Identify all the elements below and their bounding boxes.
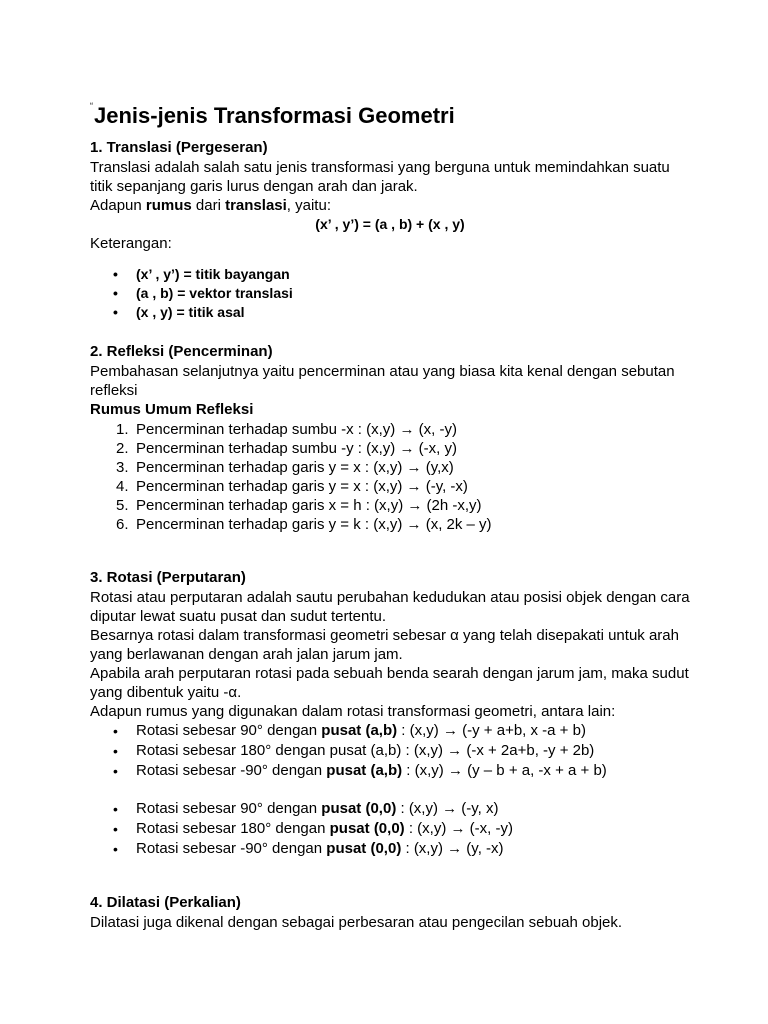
rot-post: : (x,y) → (-y + a+b, x -a + b) (397, 722, 586, 739)
list-item (110, 741, 690, 761)
list-number: 2. (116, 440, 129, 457)
rot-post: : (x,y) → (-y, x) (396, 800, 499, 817)
list-text: Pencerminan terhadap sumbu -y : (x,y) → (-x, y) (136, 440, 457, 457)
list-number: 4. (116, 478, 129, 495)
heading-rotasi: 3. Rotasi (Perputaran) (90, 569, 246, 586)
heading-dilatasi: 4. Dilatasi (Perkalian) (90, 894, 241, 911)
list-number: 6. (116, 516, 129, 533)
list-text: Pencerminan terhadap garis y = x : (x,y) → (-y, -x) (136, 478, 468, 495)
rotasi-paragraph-4: Adapun rumus yang digunakan dalam rotasi transformasi geometri, antara lain: (90, 703, 616, 720)
list-text: Pencerminan terhadap garis x = h : (x,y) → (2h -x,y) (136, 497, 482, 514)
rot-pre: Rotasi sebesar 90° dengan (136, 722, 322, 739)
keterangan-list (90, 265, 690, 322)
translasi-p2-d: translasi (225, 197, 287, 214)
translasi-p2-a: Adapun (90, 197, 146, 214)
heading-translasi: 1. Translasi (Pergeseran) (90, 139, 268, 156)
title-quote-mark: “ (90, 101, 93, 111)
rot-post: : (x,y) → (-x, -y) (404, 820, 513, 837)
list-item (110, 439, 690, 458)
spacer (90, 781, 690, 799)
refleksi-list (90, 420, 690, 534)
rotasi-list-ab (90, 721, 690, 781)
list-item: • (x , y) = titik asal (110, 303, 690, 322)
list-item (110, 819, 690, 839)
list-number: 5. (116, 497, 129, 514)
list-item (110, 477, 690, 496)
list-item: • (x’ , y’) = titik bayangan (110, 265, 690, 284)
list-number: 3. (116, 459, 129, 476)
rot-pre: Rotasi sebesar 180° dengan (136, 820, 330, 837)
keterangan-label: Keterangan: (90, 235, 172, 252)
list-item (110, 496, 690, 515)
translasi-p2-e: , yaitu: (286, 197, 331, 214)
rotasi-paragraph-3: Apabila arah perputaran rotasi pada sebuah benda searah dengan jarum jam, maka sudut yang dibentuk yaitu -α. (90, 665, 689, 701)
rotasi-list-origin (90, 799, 690, 859)
list-number: 1. (116, 421, 129, 438)
list-item (110, 761, 690, 781)
rotasi-paragraph-2: Besarnya rotasi dalam transformasi geometri sebesar α yang telah disepakati untuk arah yang berlawanan dengan arah jalan jarum jam. (90, 627, 679, 663)
dilatasi-paragraph-1: Dilatasi juga dikenal dengan sebagai perbesaran atau pengecilan sebuah objek. (90, 914, 623, 931)
list-item (110, 458, 690, 477)
refleksi-subheading: Rumus Umum Refleksi (90, 401, 254, 418)
rot-bold: pusat (a,b) (321, 722, 398, 739)
document-content (90, 92, 690, 932)
translasi-formula: (x’ , y’) = (a , b) + (x , y) (315, 216, 465, 232)
list-item (110, 839, 690, 859)
list-text: Pencerminan terhadap sumbu -x : (x,y) → (x, -y) (136, 421, 457, 438)
rot-bold: pusat (a,b) (326, 762, 403, 779)
spacer (90, 859, 690, 893)
rot-pre: Rotasi sebesar -90° dengan (136, 762, 327, 779)
heading-refleksi: 2. Refleksi (Pencerminan) (90, 343, 273, 360)
rot-post: : (x,y) → (y, -x) (401, 840, 504, 857)
list-text: Pencerminan terhadap garis y = k : (x,y) → (x, 2k – y) (136, 516, 492, 533)
rot-bold: pusat (0,0) (326, 840, 402, 857)
refleksi-paragraph-1: Pembahasan selanjutnya yaitu pencerminan atau yang biasa kita kenal dengan sebutan refleksi (90, 363, 675, 399)
rot-pre: Rotasi sebesar -90° dengan (136, 840, 327, 857)
list-text: Pencerminan terhadap garis y = x : (x,y) → (y,x) (136, 459, 454, 476)
list-item (110, 799, 690, 819)
rot-pre: Rotasi sebesar 180° dengan pusat (a,b) : (x,y) → (-x + 2a+b, -y + 2b) (136, 742, 595, 759)
rot-pre: Rotasi sebesar 90° dengan (136, 800, 322, 817)
spacer (90, 322, 690, 342)
translasi-paragraph-2 (90, 196, 690, 215)
rot-post: : (x,y) → (y – b + a, -x + a + b) (402, 762, 607, 779)
spacer (90, 534, 690, 568)
title-text: Jenis-jenis Transformasi Geometri (94, 103, 455, 128)
list-item (110, 515, 690, 534)
document-title (90, 92, 690, 130)
translasi-p2-c: dari (191, 197, 226, 214)
rot-bold: pusat (0,0) (321, 800, 397, 817)
translasi-p2-b: rumus (145, 197, 192, 214)
list-item: • (a , b) = vektor translasi (110, 284, 690, 303)
translasi-paragraph-1: Translasi adalah salah satu jenis transformasi yang berguna untuk memindahkan suatu titik sepanjang garis lurus dengan arah dan jarak. (90, 159, 670, 195)
list-item (110, 420, 690, 439)
list-item (110, 721, 690, 741)
rotasi-paragraph-1: Rotasi atau perputaran adalah sautu perubahan kedudukan atau posisi objek dengan cara diputar lewat suatu pusat dan sudut tertentu. (90, 589, 690, 625)
rot-bold: pusat (0,0) (329, 820, 405, 837)
